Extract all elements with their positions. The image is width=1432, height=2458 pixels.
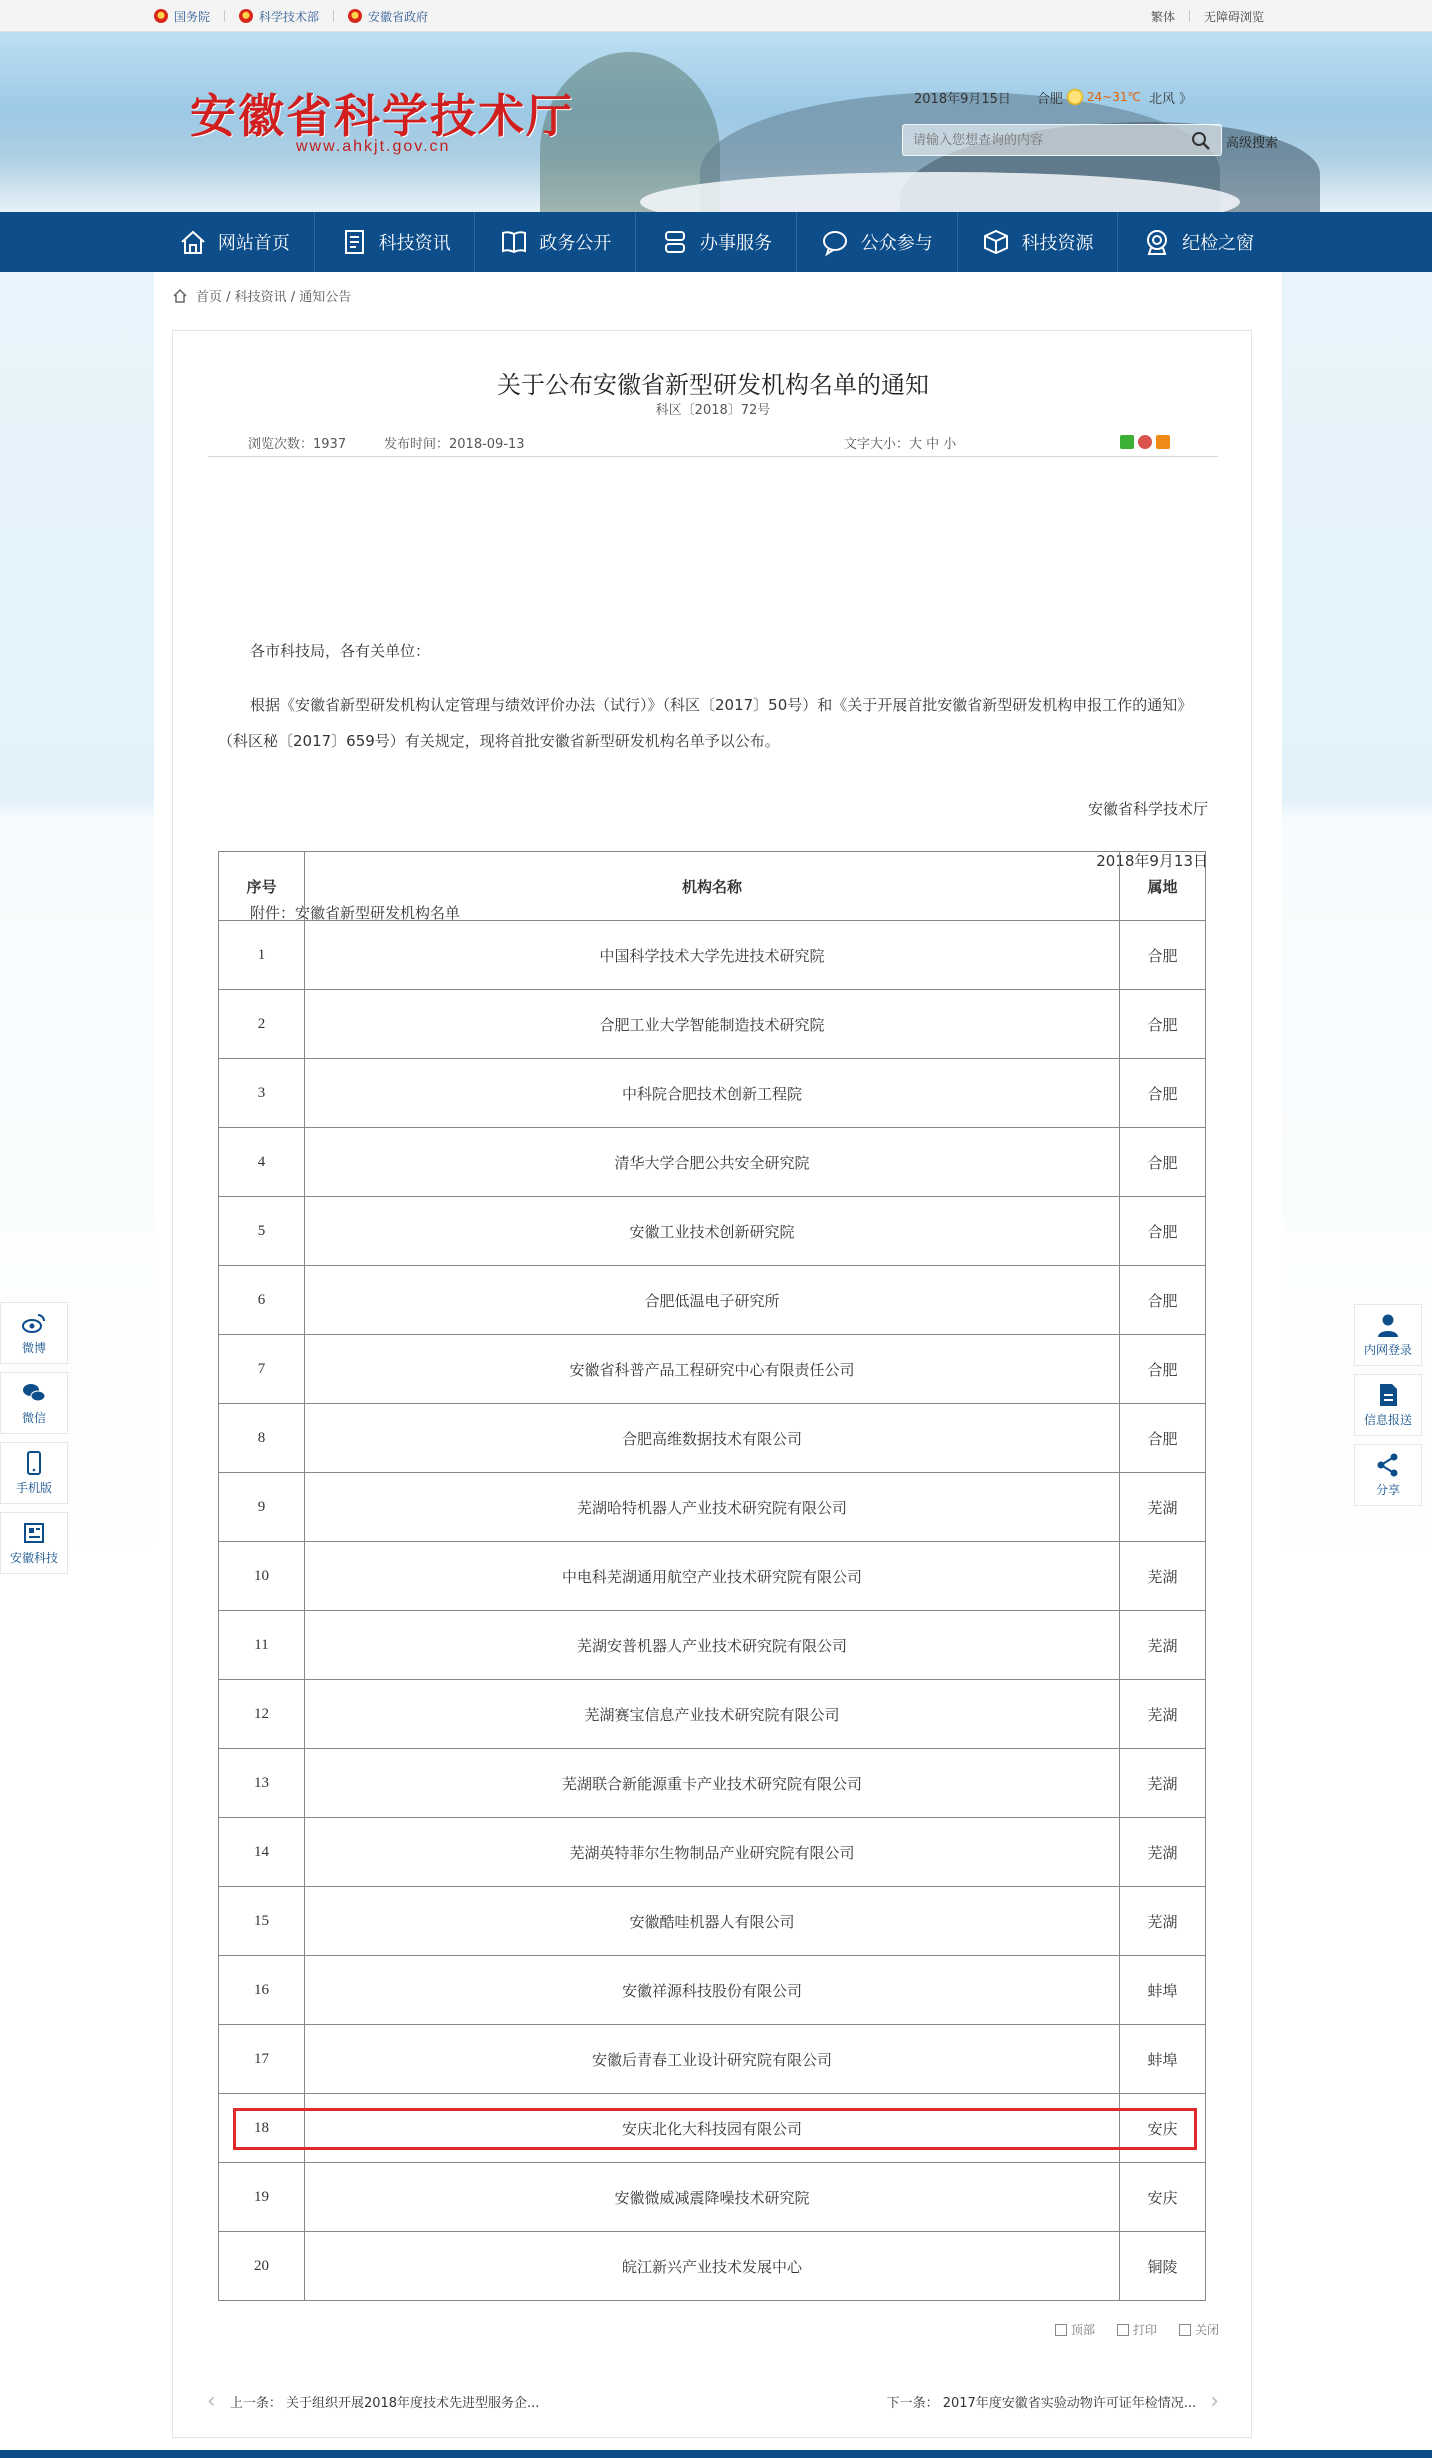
wechat-icon — [21, 1380, 47, 1406]
institution-name: 合肥高维数据技术有限公司 — [305, 1404, 1120, 1473]
prev-next-nav — [173, 2385, 1253, 2415]
institution-name: 安徽省科普产品工程研究中心有限责任公司 — [305, 1335, 1120, 1404]
row-number: 18 — [219, 2094, 305, 2163]
bottom-bar — [0, 2450, 1432, 2458]
row-location: 合肥 — [1120, 990, 1206, 1059]
link-label: 科学技术部 — [259, 9, 320, 24]
row-number: 20 — [219, 2232, 305, 2301]
table-row — [219, 1335, 1206, 1404]
traditional-chinese-link[interactable]: 繁体 — [1150, 9, 1175, 24]
current-date: 2018年9月15日 — [914, 91, 1011, 107]
institution-name: 合肥低温电子研究所 — [305, 1266, 1120, 1335]
gov-links — [154, 0, 442, 32]
right-float-bar — [1354, 1304, 1424, 1514]
share-button[interactable] — [1354, 1444, 1422, 1506]
row-number: 14 — [219, 1818, 305, 1887]
table-row — [219, 1887, 1206, 1956]
article-title: 关于公布安徽省新型研发机构名单的通知 — [497, 371, 929, 399]
row-number: 10 — [219, 1542, 305, 1611]
book-icon — [499, 227, 529, 257]
nav-label: 办事服务 — [700, 233, 773, 254]
chat-icon — [821, 227, 851, 257]
row-location: 合肥 — [1120, 1128, 1206, 1197]
column-header: 序号 — [219, 852, 305, 921]
nav-discipline[interactable] — [1118, 212, 1278, 272]
institution-name: 皖江新兴产业技术发展中心 — [305, 2232, 1120, 2301]
institution-name: 芜湖赛宝信息产业技术研究院有限公司 — [305, 1680, 1120, 1749]
view-count: 浏览次数：1937 — [248, 437, 347, 452]
share-buttons — [1120, 435, 1174, 449]
emblem-icon — [348, 9, 362, 23]
row-location: 合肥 — [1120, 1197, 1206, 1266]
newspaper-icon — [21, 1520, 47, 1546]
institution-name: 安徽后青春工业设计研究院有限公司 — [305, 2025, 1120, 2094]
row-number: 7 — [219, 1335, 305, 1404]
search-box — [902, 124, 1222, 156]
institution-name: 安徽微威减震降噪技术研究院 — [305, 2163, 1120, 2232]
next-article-link[interactable] — [887, 2389, 1233, 2414]
header-banner — [0, 32, 1432, 212]
attachment-note: 附件：安徽省新型研发机构名单 — [250, 904, 461, 922]
mobile-button[interactable] — [0, 1442, 68, 1504]
row-number: 6 — [219, 1266, 305, 1335]
institution-name: 清华大学合肥公共安全研究院 — [305, 1128, 1120, 1197]
row-number: 3 — [219, 1059, 305, 1128]
print-icon — [1117, 2324, 1129, 2336]
row-location: 芜湖 — [1120, 1473, 1206, 1542]
info-submit-button[interactable] — [1354, 1374, 1422, 1436]
row-number: 13 — [219, 1749, 305, 1818]
nav-public[interactable] — [797, 212, 958, 272]
row-location: 芜湖 — [1120, 1818, 1206, 1887]
row-number: 8 — [219, 1404, 305, 1473]
float-label: 微博 — [21, 1341, 46, 1355]
float-label: 安徽科技 — [9, 1551, 58, 1565]
link-anhui-gov[interactable] — [348, 8, 428, 25]
divider — [1189, 10, 1190, 22]
date-weather — [914, 87, 1192, 107]
divider — [224, 10, 225, 22]
table-row — [219, 1680, 1206, 1749]
intranet-login-button[interactable] — [1354, 1304, 1422, 1366]
table-row — [219, 1956, 1206, 2025]
row-location: 蚌埠 — [1120, 2025, 1206, 2094]
row-location: 芜湖 — [1120, 1887, 1206, 1956]
table-row — [219, 2025, 1206, 2094]
row-number: 5 — [219, 1197, 305, 1266]
float-label: 信息报送 — [1363, 1413, 1412, 1427]
next-label: 下一条： 2017年度安徽省实验动物许可证年检情况... — [886, 2396, 1197, 2411]
top-right-links — [1151, 0, 1264, 32]
row-number: 16 — [219, 1956, 305, 2025]
institution-table — [218, 851, 1206, 2301]
top-bar — [0, 0, 1432, 32]
row-location: 合肥 — [1120, 1404, 1206, 1473]
nav-label: 纪检之窗 — [1182, 233, 1255, 254]
table-row — [219, 1197, 1206, 1266]
weather-wind[interactable]: 北风 》 — [1149, 91, 1193, 107]
table-row — [219, 2232, 1206, 2301]
article-meta — [208, 429, 1218, 457]
row-location: 合肥 — [1120, 1335, 1206, 1404]
phone-icon — [21, 1450, 47, 1476]
link-state-council[interactable] — [154, 8, 210, 25]
article-container — [172, 330, 1252, 2438]
tool-label: 关闭 — [1195, 2323, 1220, 2337]
row-location: 芜湖 — [1120, 1611, 1206, 1680]
service-icon — [660, 227, 690, 257]
row-number: 4 — [219, 1128, 305, 1197]
row-location: 蚌埠 — [1120, 1956, 1206, 2025]
float-label: 内网登录 — [1363, 1343, 1412, 1357]
row-location: 合肥 — [1120, 921, 1206, 990]
chevron-right-icon: › — [1210, 2389, 1219, 2414]
badge-icon — [1142, 227, 1172, 257]
wechat-button[interactable] — [0, 1372, 68, 1434]
link-label: 安徽省政府 — [368, 9, 429, 24]
row-number: 1 — [219, 921, 305, 990]
nav-gov-affairs[interactable] — [475, 212, 636, 272]
institution-name: 芜湖联合新能源重卡产业技术研究院有限公司 — [305, 1749, 1120, 1818]
wechat-share-icon[interactable] — [1120, 435, 1134, 449]
main-nav — [0, 212, 1432, 272]
nav-label: 政务公开 — [539, 233, 612, 254]
emblem-icon — [239, 9, 253, 23]
institution-name: 中科院合肥技术创新工程院 — [305, 1059, 1120, 1128]
salutation: 各市科技局，各有关单位： — [250, 642, 431, 660]
top-icon — [1055, 2324, 1067, 2336]
institution-name: 中国科学技术大学先进技术研究院 — [305, 921, 1120, 990]
divider — [333, 10, 334, 22]
float-label: 手机版 — [15, 1481, 52, 1495]
breadcrumb-text[interactable]: 首页 / 科技资讯 / 通知公告 — [196, 290, 352, 305]
nav-label: 网站首页 — [217, 233, 290, 254]
institution-name: 安徽酷哇机器人有限公司 — [305, 1887, 1120, 1956]
table-row — [219, 1059, 1206, 1128]
row-location: 芜湖 — [1120, 1749, 1206, 1818]
link-most[interactable] — [239, 8, 319, 25]
article-tools — [1033, 2321, 1219, 2338]
weather-city: 合肥 — [1036, 91, 1063, 107]
sun-icon — [1065, 87, 1085, 107]
table-row — [219, 2094, 1206, 2163]
font-size-control[interactable]: 文字大小：大 中 小 — [844, 437, 957, 452]
nav-news[interactable] — [315, 212, 476, 272]
nav-label: 科技资源 — [1021, 233, 1094, 254]
table-row — [219, 1542, 1206, 1611]
nav-label: 公众参与 — [860, 233, 933, 254]
tool-label: 顶部 — [1071, 2323, 1096, 2337]
row-location: 芜湖 — [1120, 1542, 1206, 1611]
back-to-top-button[interactable] — [1055, 2321, 1095, 2338]
weibo-icon — [21, 1310, 47, 1336]
share-icon — [1375, 1452, 1401, 1478]
institution-name: 中电科芜湖通用航空产业技术研究院有限公司 — [305, 1542, 1120, 1611]
sign-date: 2018年9月13日 — [1096, 852, 1208, 870]
news-icon — [339, 227, 369, 257]
tool-label: 打印 — [1133, 2323, 1158, 2337]
float-label: 微信 — [21, 1411, 46, 1425]
row-location: 合肥 — [1120, 1059, 1206, 1128]
nav-resources[interactable] — [958, 212, 1119, 272]
main-page — [154, 272, 1282, 2448]
row-number: 12 — [219, 1680, 305, 1749]
prev-article-link[interactable] — [193, 2389, 539, 2414]
institution-name: 安徽祥源科技股份有限公司 — [305, 1956, 1120, 2025]
weibo-button[interactable] — [0, 1302, 68, 1364]
column-header: 属地 — [1120, 852, 1206, 921]
row-number: 11 — [219, 1611, 305, 1680]
row-number: 15 — [219, 1887, 305, 1956]
site-title[interactable]: 安徽省科学技术厅 — [190, 89, 574, 143]
document-number: 科区〔2018〕72号 — [655, 403, 771, 418]
user-icon — [1375, 1312, 1401, 1338]
print-button[interactable] — [1117, 2321, 1157, 2338]
home-icon — [172, 288, 188, 304]
institution-name: 安徽工业技术创新研究院 — [305, 1197, 1120, 1266]
table-row — [219, 2163, 1206, 2232]
row-location: 铜陵 — [1120, 2232, 1206, 2301]
accessibility-link[interactable]: 无障碍浏览 — [1203, 9, 1264, 24]
search-input[interactable] — [903, 125, 1173, 155]
weibo-share-icon[interactable] — [1138, 435, 1152, 449]
row-number: 2 — [219, 990, 305, 1059]
table-body — [219, 921, 1206, 2301]
institution-name: 安庆北化大科技园有限公司 — [305, 2094, 1120, 2163]
close-icon — [1179, 2324, 1191, 2336]
box-icon — [981, 227, 1011, 257]
institution-name: 芜湖安普机器人产业技术研究院有限公司 — [305, 1611, 1120, 1680]
table-row — [219, 990, 1206, 1059]
document-icon — [1375, 1382, 1401, 1408]
anhui-tech-button[interactable] — [0, 1512, 68, 1574]
table-row — [219, 1128, 1206, 1197]
close-button[interactable] — [1179, 2321, 1219, 2338]
float-label: 分享 — [1375, 1483, 1400, 1497]
body-paragraph: 根据《安徽省新型研发机构认定管理与绩效评价办法（试行）》（科区〔2017〕50号）和《关于开展首批安徽省新型研发机构申报工作的通知》（科区秘〔2017〕659号）有关规定，现将首批安徽省新型研发机构名单予以公布。 — [218, 696, 1193, 750]
row-number: 19 — [219, 2163, 305, 2232]
left-float-bar — [0, 1302, 70, 1582]
table-row — [219, 921, 1206, 990]
nav-services[interactable] — [636, 212, 797, 272]
nav-home[interactable] — [154, 212, 315, 272]
row-location: 芜湖 — [1120, 1680, 1206, 1749]
institution-name: 芜湖英特菲尔生物制品产业研究院有限公司 — [305, 1818, 1120, 1887]
table-row — [219, 1611, 1206, 1680]
emblem-icon — [154, 9, 168, 23]
chevron-left-icon: ‹ — [207, 2389, 216, 2414]
row-location: 安庆 — [1120, 2163, 1206, 2232]
nav-label: 科技资讯 — [378, 233, 451, 254]
more-share-icon[interactable] — [1156, 435, 1170, 449]
table-row — [219, 1473, 1206, 1542]
advanced-search-link[interactable]: 高级搜索 — [1226, 136, 1279, 151]
institution-name: 芜湖哈特机器人产业技术研究院有限公司 — [305, 1473, 1120, 1542]
publish-time: 发布时间：2018-09-13 — [384, 437, 525, 452]
table-row — [219, 1749, 1206, 1818]
signature: 安徽省科学技术厅 — [1087, 800, 1208, 818]
search-icon[interactable] — [1191, 131, 1211, 151]
weather-temp: 24~31℃ — [1086, 90, 1141, 104]
table-header-row — [219, 852, 1206, 921]
prev-label: 上一条： 关于组织开展2018年度技术先进型服务企... — [229, 2396, 540, 2411]
row-number: 17 — [219, 2025, 305, 2094]
row-number: 9 — [219, 1473, 305, 1542]
institution-name: 合肥工业大学智能制造技术研究院 — [305, 990, 1120, 1059]
row-location: 安庆 — [1120, 2094, 1206, 2163]
home-icon — [178, 227, 208, 257]
column-header: 机构名称 — [305, 852, 1120, 921]
row-location: 合肥 — [1120, 1266, 1206, 1335]
table-row — [219, 1266, 1206, 1335]
table-row — [219, 1404, 1206, 1473]
link-label: 国务院 — [174, 9, 211, 24]
breadcrumb — [172, 286, 351, 305]
site-url: www.ahkjt.gov.cn — [296, 138, 451, 155]
table-row — [219, 1818, 1206, 1887]
